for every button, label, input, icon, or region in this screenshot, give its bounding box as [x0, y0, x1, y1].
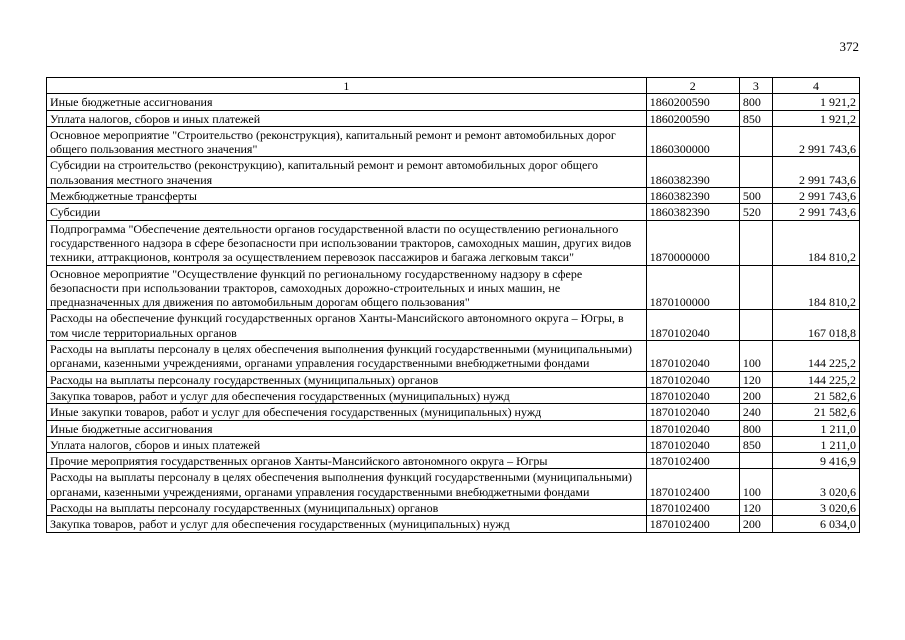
row-type: 500: [739, 188, 772, 204]
row-name: Иные закупки товаров, работ и услуг для обеспечения государственных (муниципальных) нужд: [47, 404, 647, 420]
row-code: 1870102040: [646, 404, 739, 420]
row-type: 100: [739, 341, 772, 372]
row-amount: 2 991 743,6: [772, 204, 859, 220]
row-name: Субсидии: [47, 204, 647, 220]
row-code: 1870102400: [646, 453, 739, 469]
row-amount: 1 921,2: [772, 110, 859, 126]
row-amount: 1 211,0: [772, 420, 859, 436]
row-name: Подпрограмма "Обеспечение деятельности органов государственной власти по осуществлению регионального государственного надзора в сфере безопасности при использовании тракторов, самоходных машин, других видов техники, аттракционов, контроля за осуществлением перевозок пассажиров и багажа легковым такси": [47, 220, 647, 265]
table-row: [47, 220, 860, 265]
row-name: Закупка товаров, работ и услуг для обеспечения государственных (муниципальных) нужд: [47, 387, 647, 403]
row-type: 100: [739, 469, 772, 500]
row-type: 800: [739, 94, 772, 110]
row-code: 1860200590: [646, 94, 739, 110]
row-code: 1870102040: [646, 310, 739, 341]
row-code: 1860200590: [646, 110, 739, 126]
table-row: [47, 371, 860, 387]
table-row: [47, 188, 860, 204]
table-row: [47, 436, 860, 452]
row-code: 1870100000: [646, 265, 739, 310]
row-amount: 144 225,2: [772, 341, 859, 372]
budget-table: [46, 77, 860, 533]
row-name: Межбюджетные трансферты: [47, 188, 647, 204]
row-type: 800: [739, 420, 772, 436]
row-code: 1860382390: [646, 188, 739, 204]
header-col-2: 2: [646, 78, 739, 94]
table-row: [47, 110, 860, 126]
table-row: [47, 420, 860, 436]
row-name: Расходы на выплаты персоналу государственных (муниципальных) органов: [47, 500, 647, 516]
row-code: 1870102400: [646, 516, 739, 532]
row-amount: 2 991 743,6: [772, 188, 859, 204]
row-name: Расходы на выплаты персоналу в целях обеспечения выполнения функций государственными (муниципальными) органами, казенными учреждениями, органами управления государственными внебюджетными фондами: [47, 341, 647, 372]
row-code: 1860382390: [646, 204, 739, 220]
table-row: [47, 516, 860, 532]
row-type: 120: [739, 371, 772, 387]
row-amount: 184 810,2: [772, 220, 859, 265]
row-code: 1870000000: [646, 220, 739, 265]
row-name: Расходы на обеспечение функций государственных органов Ханты-Мансийского автономного округа – Югры, в том числе территориальных органов: [47, 310, 647, 341]
row-code: 1870102400: [646, 469, 739, 500]
row-name: Иные бюджетные ассигнования: [47, 420, 647, 436]
row-code: 1870102040: [646, 387, 739, 403]
row-type: 200: [739, 387, 772, 403]
row-code: 1870102040: [646, 371, 739, 387]
row-type: 850: [739, 110, 772, 126]
row-code: 1870102040: [646, 420, 739, 436]
header-col-1: 1: [47, 78, 647, 94]
row-amount: 21 582,6: [772, 387, 859, 403]
table-row: [47, 341, 860, 372]
row-type: [739, 220, 772, 265]
row-name: Субсидии на строительство (реконструкцию), капитальный ремонт и ремонт автомобильных дорог общего пользования местного значения: [47, 157, 647, 188]
table-row: [47, 94, 860, 110]
row-type: 850: [739, 436, 772, 452]
row-name: Прочие мероприятия государственных органов Ханты-Мансийского автономного округа – Югры: [47, 453, 647, 469]
header-col-3: 3: [739, 78, 772, 94]
row-type: [739, 265, 772, 310]
row-type: 120: [739, 500, 772, 516]
row-code: 1870102040: [646, 341, 739, 372]
table-row: [47, 453, 860, 469]
table-row: [47, 387, 860, 403]
table-row: [47, 310, 860, 341]
row-name: Расходы на выплаты персоналу в целях обеспечения выполнения функций государственными (муниципальными) органами, казенными учреждениями, органами управления государственными внебюджетными фондами: [47, 469, 647, 500]
table-row: [47, 265, 860, 310]
row-type: 520: [739, 204, 772, 220]
row-amount: 2 991 743,6: [772, 126, 859, 157]
row-name: Основное мероприятие "Осуществление функций по региональному государственному надзору в сфере безопасности при использовании тракторов, самоходных дорожно-строительных и иных машин, не предназначенных для движения по автомобильным дорогам общего пользования": [47, 265, 647, 310]
table-row: [47, 469, 860, 500]
row-amount: 167 018,8: [772, 310, 859, 341]
table-header-row: [47, 78, 860, 94]
row-code: 1860300000: [646, 126, 739, 157]
row-amount: 3 020,6: [772, 500, 859, 516]
row-name: Уплата налогов, сборов и иных платежей: [47, 110, 647, 126]
row-amount: 1 211,0: [772, 436, 859, 452]
row-code: 1870102400: [646, 500, 739, 516]
row-amount: 184 810,2: [772, 265, 859, 310]
row-type: [739, 310, 772, 341]
page-number: 372: [839, 39, 859, 54]
row-amount: 2 991 743,6: [772, 157, 859, 188]
row-type: 200: [739, 516, 772, 532]
row-amount: 21 582,6: [772, 404, 859, 420]
row-name: Расходы на выплаты персоналу государственных (муниципальных) органов: [47, 371, 647, 387]
row-amount: 144 225,2: [772, 371, 859, 387]
row-amount: 6 034,0: [772, 516, 859, 532]
row-type: [739, 157, 772, 188]
table-row: [47, 126, 860, 157]
table-row: [47, 157, 860, 188]
row-code: 1870102040: [646, 436, 739, 452]
row-type: [739, 126, 772, 157]
row-code: 1860382390: [646, 157, 739, 188]
row-amount: 3 020,6: [772, 469, 859, 500]
table-row: [47, 500, 860, 516]
table-row: [47, 404, 860, 420]
row-name: Основное мероприятие "Строительство (реконструкция), капитальный ремонт и ремонт автомобильных дорог общего пользования местного значения": [47, 126, 647, 157]
row-type: [739, 453, 772, 469]
header-col-4: 4: [772, 78, 859, 94]
row-type: 240: [739, 404, 772, 420]
row-amount: 9 416,9: [772, 453, 859, 469]
row-name: Закупка товаров, работ и услуг для обеспечения государственных (муниципальных) нужд: [47, 516, 647, 532]
row-name: Иные бюджетные ассигнования: [47, 94, 647, 110]
row-name: Уплата налогов, сборов и иных платежей: [47, 436, 647, 452]
table-row: [47, 204, 860, 220]
row-amount: 1 921,2: [772, 94, 859, 110]
